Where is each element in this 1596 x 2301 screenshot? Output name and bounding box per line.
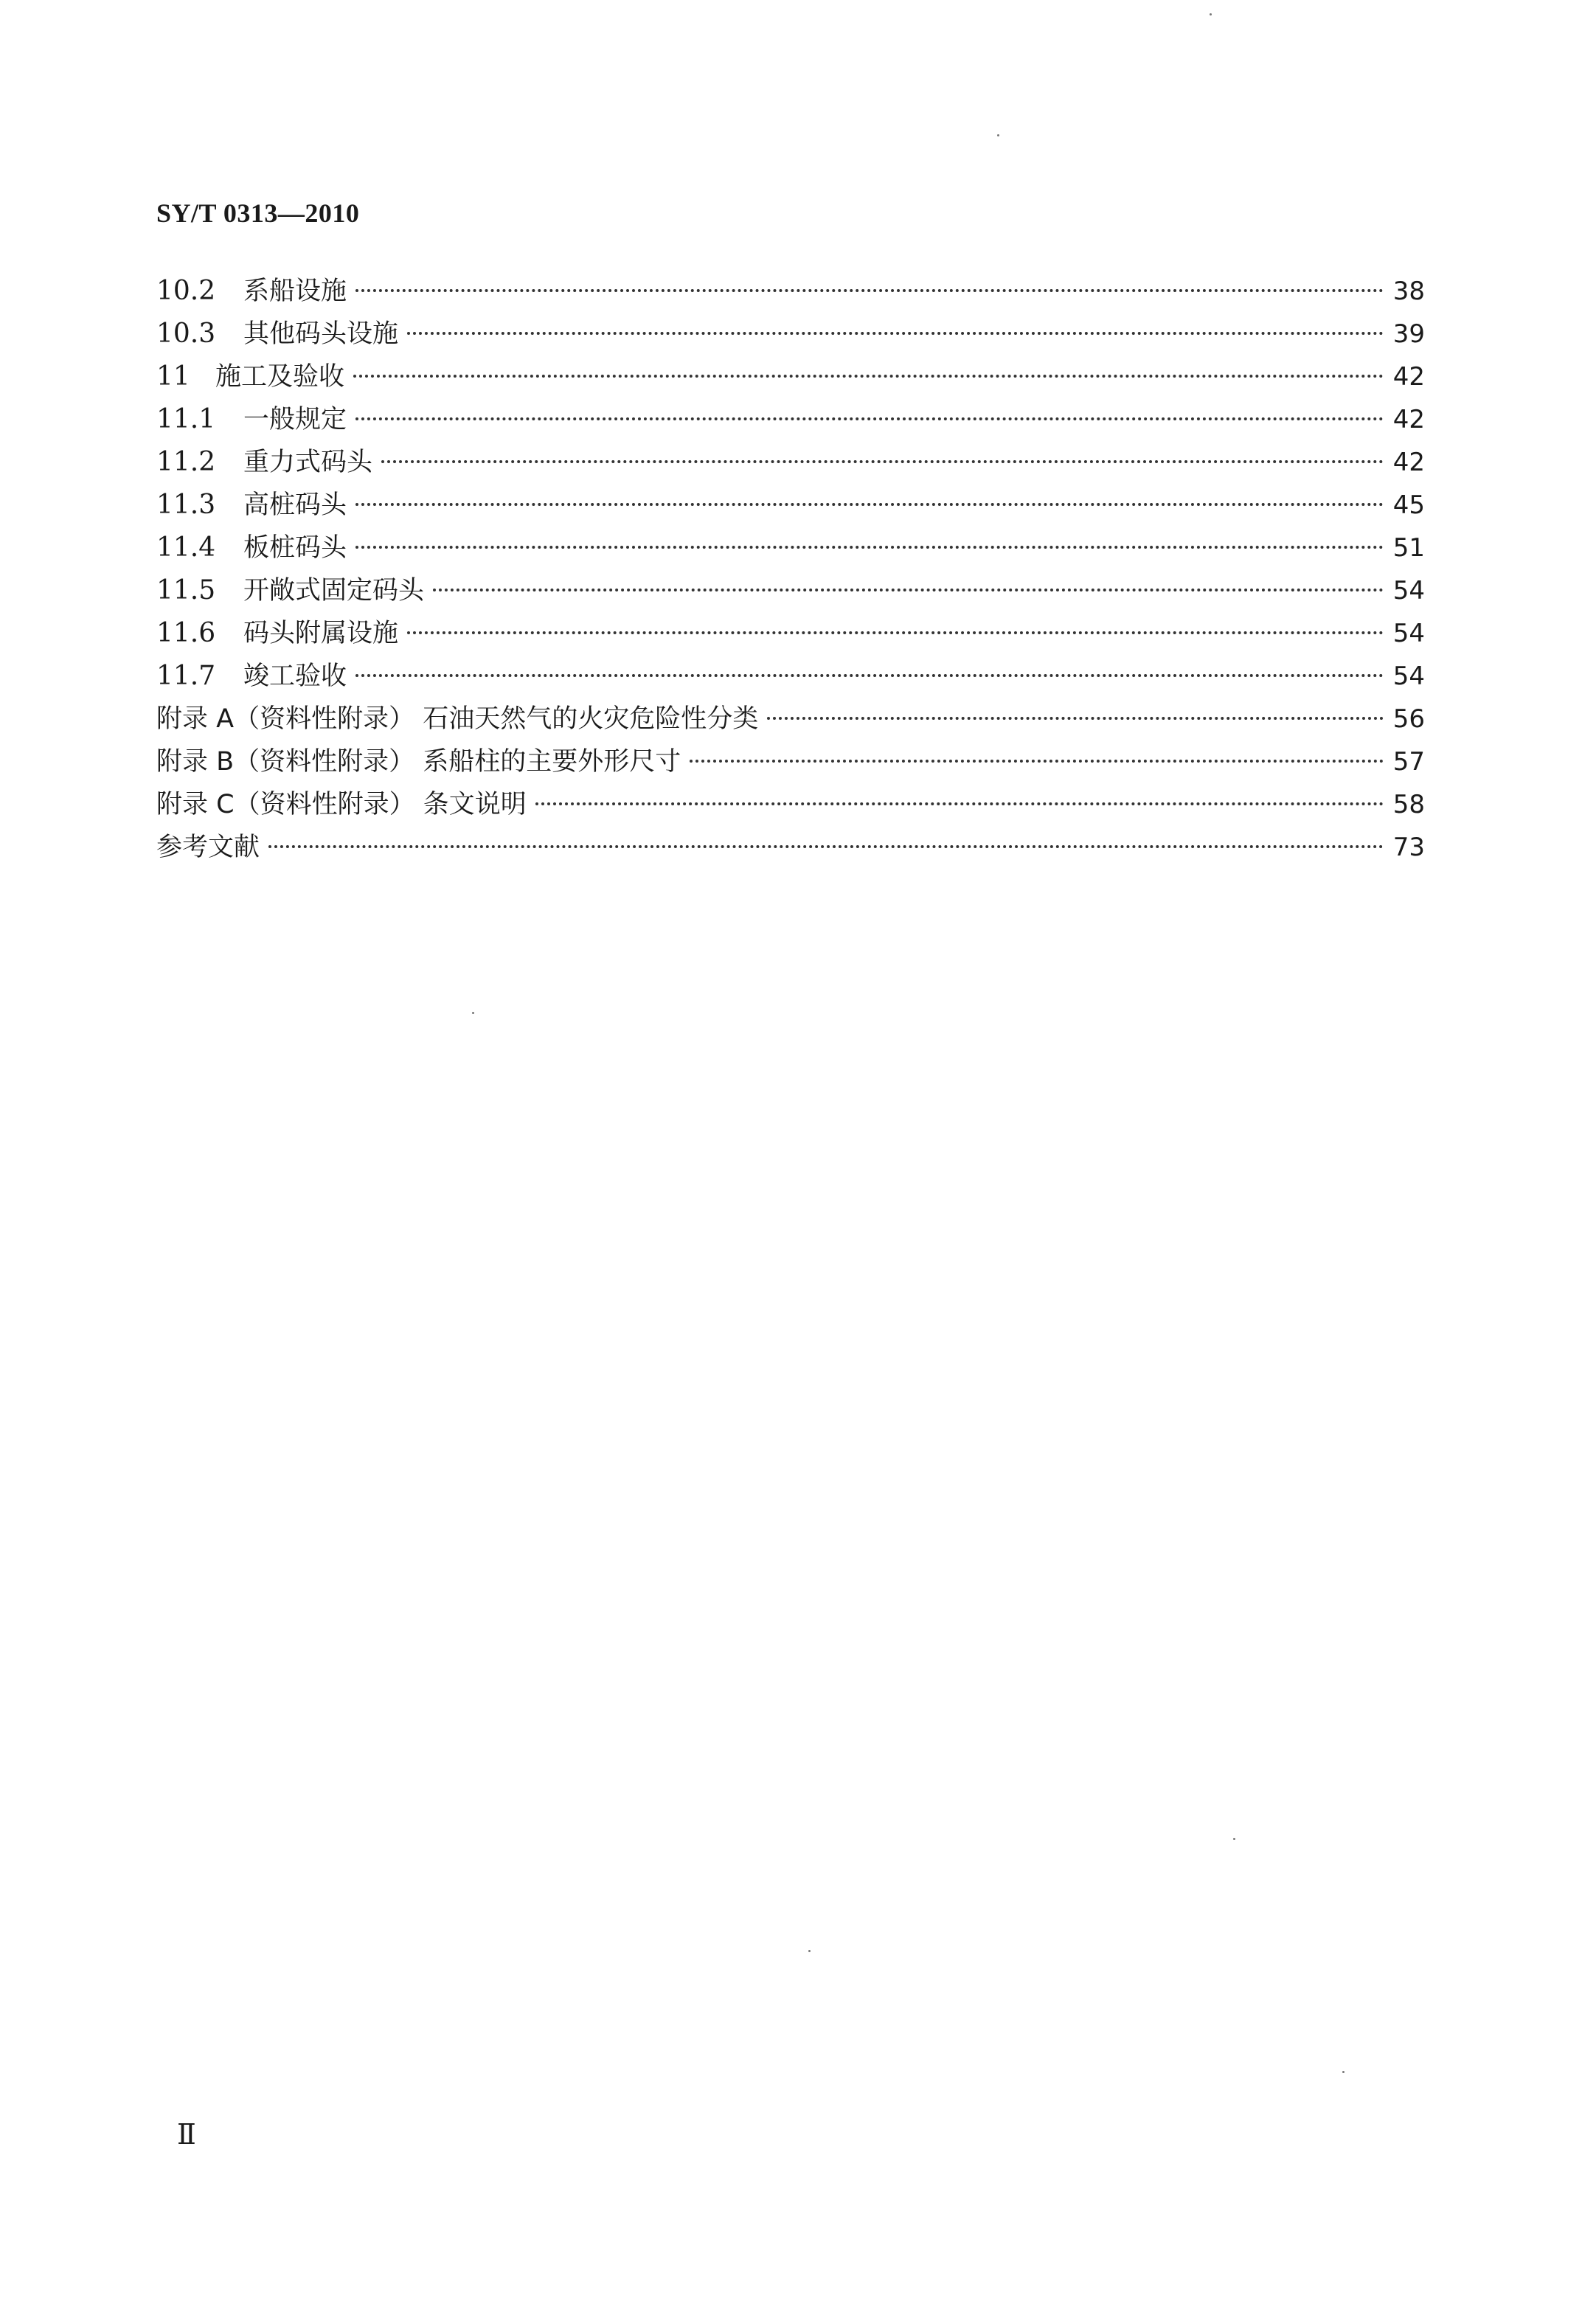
toc-entry-title: 码头附属设施 <box>243 619 399 648</box>
toc-dot-leader <box>268 845 1384 848</box>
toc-dot-leader <box>355 674 1384 677</box>
toc-entry <box>156 313 1425 355</box>
toc-entry-number: 10.3 <box>156 319 216 349</box>
toc-entry-page: 54 <box>1392 619 1425 648</box>
toc-entry-page: 58 <box>1392 790 1425 819</box>
toc-dot-leader <box>690 760 1384 763</box>
toc-dot-leader <box>355 546 1384 549</box>
toc-entry-page: 38 <box>1392 277 1425 306</box>
toc-entry-title: 重力式码头 <box>243 448 373 477</box>
scan-speck <box>808 1950 811 1952</box>
toc-entry-page: 54 <box>1392 576 1425 605</box>
toc-entry-title: 附录 A（资料性附录） 石油天然气的火灾危险性分类 <box>156 704 759 734</box>
toc-entry <box>156 484 1425 527</box>
toc-entry-number: 11.7 <box>156 661 216 691</box>
toc-entry <box>156 527 1425 569</box>
toc-entry-number: 11.5 <box>156 575 216 605</box>
toc-entry <box>156 441 1425 484</box>
toc-entry-title: 开敞式固定码头 <box>243 576 425 605</box>
table-of-contents <box>156 270 1425 869</box>
toc-entry-title: 板桩码头 <box>243 533 347 563</box>
toc-entry-page: 42 <box>1392 448 1425 477</box>
toc-entry-number: 10.2 <box>156 276 216 306</box>
toc-entry-page: 42 <box>1392 405 1425 434</box>
page-number: Ⅱ <box>177 2118 196 2151</box>
toc-dot-leader <box>381 460 1384 463</box>
toc-entry-title: 一般规定 <box>243 405 347 434</box>
scan-speck <box>1233 1838 1235 1840</box>
toc-entry-number: 11.3 <box>156 490 216 520</box>
toc-entry-number: 11.4 <box>156 532 216 563</box>
toc-entry-title: 附录 C（资料性附录） 条文说明 <box>156 790 527 819</box>
toc-dot-leader <box>535 802 1384 805</box>
toc-dot-leader <box>353 375 1384 378</box>
toc-entry-page: 56 <box>1392 704 1425 734</box>
toc-entry-page: 73 <box>1392 833 1425 862</box>
toc-dot-leader <box>355 289 1384 292</box>
toc-entry <box>156 740 1425 783</box>
scan-speck <box>1342 2071 1345 2073</box>
toc-entry-number: 11.6 <box>156 618 216 648</box>
toc-dot-leader <box>355 503 1384 506</box>
toc-entry-page: 39 <box>1392 319 1425 349</box>
toc-entry <box>156 270 1425 313</box>
toc-entry-title: 其他码头设施 <box>243 319 399 349</box>
toc-entry-page: 57 <box>1392 747 1425 777</box>
scan-speck <box>997 134 999 136</box>
toc-entry-title: 施工及验收 <box>215 362 345 392</box>
toc-entry <box>156 826 1425 869</box>
toc-entry-page: 45 <box>1392 490 1425 520</box>
toc-entry <box>156 398 1425 441</box>
toc-entry-page: 54 <box>1392 662 1425 691</box>
toc-entry-title: 参考文献 <box>156 833 260 862</box>
toc-dot-leader <box>407 631 1384 634</box>
toc-entry-number: 11.1 <box>156 404 216 434</box>
toc-entry-title: 系船设施 <box>243 277 347 306</box>
toc-entry <box>156 612 1425 655</box>
toc-entry <box>156 698 1425 740</box>
toc-entry-title: 高桩码头 <box>243 490 347 520</box>
toc-entry <box>156 783 1425 826</box>
scan-speck <box>472 1012 474 1014</box>
standard-code-header: SY/T 0313—2010 <box>156 198 360 228</box>
toc-dot-leader <box>767 717 1384 720</box>
toc-dot-leader <box>433 589 1384 591</box>
toc-entry-title: 竣工验收 <box>243 662 347 691</box>
scan-speck <box>1210 13 1212 15</box>
toc-entry <box>156 355 1425 398</box>
toc-entry <box>156 655 1425 698</box>
toc-entry-title: 附录 B（资料性附录） 系船柱的主要外形尺寸 <box>156 747 681 777</box>
toc-entry-page: 42 <box>1392 362 1425 392</box>
toc-dot-leader <box>355 417 1384 420</box>
toc-entry-page: 51 <box>1392 533 1425 563</box>
toc-dot-leader <box>407 332 1384 335</box>
toc-entry <box>156 569 1425 612</box>
toc-entry-number: 11.2 <box>156 447 216 477</box>
toc-entry-number: 11 <box>156 361 190 392</box>
